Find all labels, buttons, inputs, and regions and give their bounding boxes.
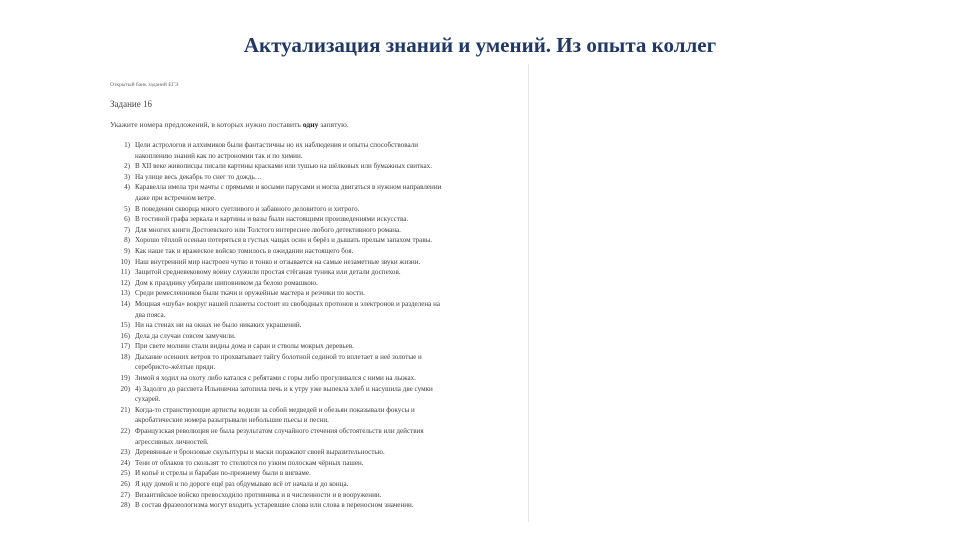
list-item bbox=[103, 426, 528, 447]
item-text: Тени от облаков то скользят то стелются по узким полоскам чёрных пашен. bbox=[135, 458, 364, 467]
item-text: агрессивных личностей. bbox=[135, 437, 209, 446]
list-item bbox=[103, 182, 528, 203]
item-text: Как наше так и вражеское войско томилось в ожидании настоящего боя. bbox=[135, 246, 354, 255]
item-number: 3) bbox=[124, 172, 130, 181]
item-number: 11) bbox=[120, 268, 130, 277]
item-number: 27) bbox=[120, 490, 130, 499]
item-number: 23) bbox=[120, 448, 130, 457]
task-title: Задание 16 bbox=[110, 99, 152, 109]
list-item bbox=[103, 341, 528, 352]
item-number: 6) bbox=[124, 215, 130, 224]
item-text: В состав фразеологизма могут входить устаревшие слова или слова в переносном значении. bbox=[135, 501, 414, 510]
task-instruction bbox=[110, 120, 349, 129]
item-number: 25) bbox=[120, 469, 130, 478]
instruction-emphasis: одну bbox=[302, 120, 319, 129]
item-number: 4) bbox=[124, 183, 130, 192]
list-item bbox=[103, 352, 528, 373]
item-number: 18) bbox=[120, 352, 130, 361]
item-text: Хорошо тёплой осенью потеряться в густых чащах осин и берёз и дышать прелым запахом травы. bbox=[135, 236, 433, 245]
list-item bbox=[103, 405, 528, 426]
item-number: 16) bbox=[120, 331, 130, 340]
item-text: В гостиной графа зеркала и картины и вазы были настоящими произведениями искусства. bbox=[135, 215, 409, 224]
item-number: 22) bbox=[120, 427, 130, 436]
item-text: В XII веке живописцы писали картины красками или тушью на шёлковых или бумажных свитках. bbox=[135, 162, 432, 171]
item-number: 26) bbox=[120, 480, 130, 488]
item-number: 17) bbox=[120, 342, 130, 351]
list-item bbox=[103, 204, 528, 215]
list-item bbox=[103, 288, 528, 299]
item-text: 4) Задолго до рассвета Ильинична затопила печь и к утру уже выпекла хлеб и насушила две сумки bbox=[135, 384, 433, 393]
document-header: Открытый банк заданий ЕГЭ bbox=[110, 82, 179, 88]
item-text: На улице весь декабрь то снег то дождь… bbox=[135, 172, 262, 181]
item-text: Французская революция не была результатом случайного стечения обстоятельств или действия bbox=[135, 427, 424, 436]
list-item bbox=[103, 172, 528, 183]
item-number: 28) bbox=[120, 501, 130, 510]
item-number: 10) bbox=[120, 257, 130, 266]
item-text: акробатические номера разыгрывали небольшие пьесы и песни. bbox=[135, 416, 329, 425]
list-item bbox=[103, 500, 528, 511]
item-text: Среди ремесленников были ткачи и оружейные мастера и резчики по кости. bbox=[135, 289, 365, 298]
item-text: В поведении скворца много суетливого и забавного деловитого и хитрого. bbox=[135, 204, 360, 213]
item-text: Деревянные и бронзовые скульптуры и маски поражают своей выразительностью. bbox=[135, 448, 385, 457]
item-text: серебристо-жёлтые пряди. bbox=[135, 363, 216, 372]
item-text: Византийское войско превосходило противника и в численности и в вооружении. bbox=[135, 490, 382, 499]
item-number: 14) bbox=[120, 299, 130, 308]
list-item bbox=[103, 257, 528, 268]
item-text: Зимой я ходил на охоту либо катался с ребятами с горы либо прогуливался с ними на лыжах. bbox=[135, 374, 416, 383]
list-item bbox=[103, 299, 528, 320]
item-text: Каравелла имела три мачты с прямыми и косыми парусами и могла двигаться в нужном направлении bbox=[135, 183, 442, 192]
item-text: Цели астрологов и алхимиков были фантастичны но их наблюдения и опыты способствовали bbox=[135, 141, 419, 149]
item-number: 13) bbox=[120, 289, 130, 298]
item-number: 9) bbox=[124, 246, 130, 255]
item-number: 21) bbox=[120, 405, 130, 414]
item-text: сухарей. bbox=[135, 395, 161, 404]
item-number: 1) bbox=[124, 141, 130, 149]
item-number: 12) bbox=[120, 278, 130, 287]
item-number: 8) bbox=[124, 236, 130, 245]
list-item bbox=[103, 479, 528, 490]
list-item bbox=[103, 373, 528, 384]
item-text: И копьё и стрелы и барабан по-прежнему были в вигваме. bbox=[135, 469, 311, 478]
item-number: 5) bbox=[124, 204, 130, 213]
slide-title: Актуализация знаний и умений. Из опыта коллег bbox=[243, 33, 717, 57]
item-text: Когда-то странствующие артисты водили за собой медведей и обезьян показывали фокусы и bbox=[135, 405, 415, 414]
item-text: Дом к празднику убирали шиповником да белою ромашкою. bbox=[135, 278, 318, 287]
list-item bbox=[103, 490, 528, 501]
list-item bbox=[103, 458, 528, 469]
item-number: 2) bbox=[124, 162, 130, 171]
item-text: накоплению знаний как по астрономии так и по химии. bbox=[135, 151, 303, 160]
item-text: Мощная «шуба» вокруг нашей планеты состоит из свободных протонов и электронов и разделена на bbox=[135, 299, 441, 308]
list-item bbox=[103, 267, 528, 278]
item-number: 15) bbox=[120, 321, 130, 330]
item-text: Дыхание осенних ветров то прохватывает тайгу болотной сединой то вплетает в неё золотые и bbox=[135, 352, 422, 361]
item-text: Защитой средневековому воину служили простая стёганая туника или детали доспехов. bbox=[135, 268, 401, 277]
item-text: При свете молнии стали видны дома и сараи и стволы мокрых деревьев. bbox=[135, 342, 354, 351]
list-item bbox=[103, 447, 528, 458]
item-text: даже при встречном ветре. bbox=[135, 193, 216, 202]
list-item bbox=[103, 225, 528, 236]
item-text: Я иду домой и по дороге ещё раз обдумываю всё от начала и до конца. bbox=[135, 480, 349, 488]
item-text: Для многих книги Достоевского или Толстого интереснее любого детективного романа. bbox=[135, 225, 401, 234]
list-item bbox=[103, 214, 528, 225]
document-scan bbox=[103, 64, 529, 522]
list-item bbox=[103, 246, 528, 257]
item-text: Дела да случаи совсем замучили. bbox=[135, 331, 236, 340]
item-text: два пояса. bbox=[135, 310, 166, 319]
item-text: Наш внутренний мир настроен чутко и тонко и отзывается на самые незаметные звуки жизни. bbox=[135, 257, 421, 266]
instruction-text-start: Укажите номера предложений, в которых нужно поставить bbox=[110, 120, 303, 129]
instruction-text-end: запятую. bbox=[318, 120, 349, 129]
item-number: 24) bbox=[120, 458, 130, 467]
sentence-list bbox=[103, 140, 528, 511]
list-item bbox=[103, 278, 528, 289]
list-item bbox=[103, 140, 528, 161]
list-item bbox=[103, 320, 528, 331]
item-number: 20) bbox=[120, 384, 130, 393]
list-item bbox=[103, 235, 528, 246]
list-item bbox=[103, 384, 528, 405]
item-number: 19) bbox=[120, 374, 130, 383]
list-item bbox=[103, 331, 528, 342]
item-text: Ни на стенах ни на окнах не было никаких украшений. bbox=[135, 321, 302, 330]
list-item bbox=[103, 468, 528, 479]
item-number: 7) bbox=[124, 225, 130, 234]
list-item bbox=[103, 161, 528, 172]
